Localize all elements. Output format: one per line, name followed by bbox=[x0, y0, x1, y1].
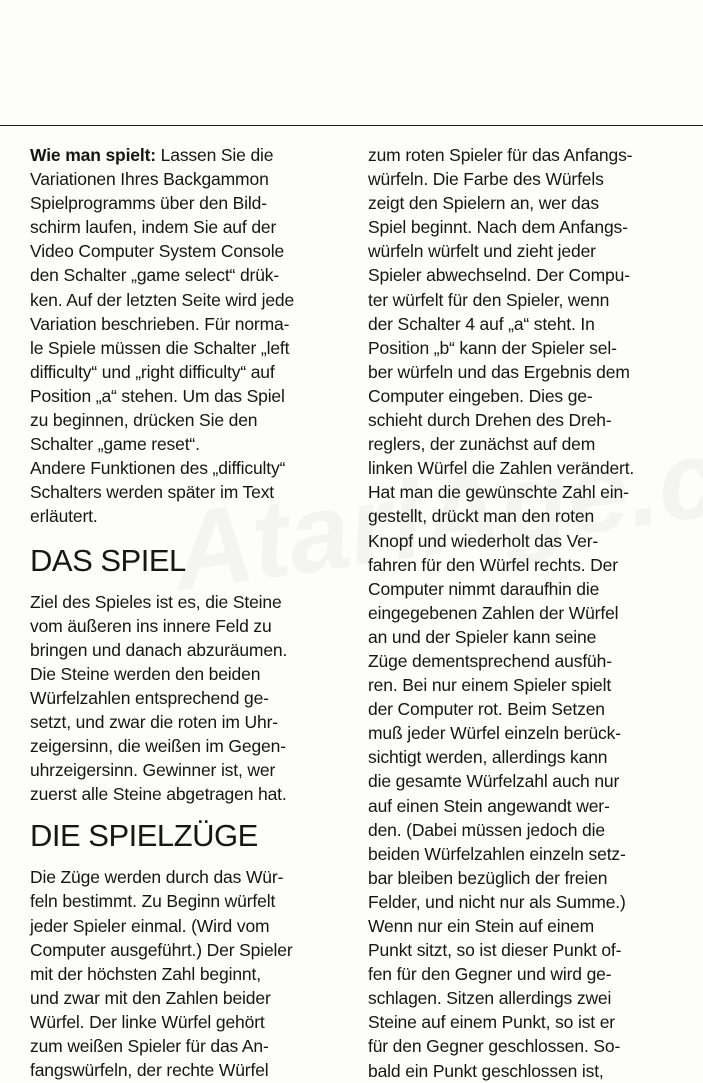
section-2-line: Computer ausgeführt.) Der Spieler bbox=[30, 939, 293, 960]
right-column-line: Felder, und nicht nur als Summe.) bbox=[368, 891, 626, 912]
intro-line-text: Lassen Sie die bbox=[155, 145, 274, 165]
intro-line: Andere Funktionen des „difficulty“ bbox=[30, 458, 286, 479]
right-column-line: reglers, der zunächst auf dem bbox=[368, 434, 596, 455]
right-column-line: ber würfeln und das Ergebnis dem bbox=[368, 361, 630, 382]
intro-lead: Wie man spielt: bbox=[30, 145, 156, 165]
right-column-line: linken Würfel die Zahlen verändert. bbox=[368, 458, 635, 479]
intro-line: Variationen Ihres Backgammon bbox=[30, 169, 269, 190]
right-column-line: schieht durch Drehen des Dreh- bbox=[368, 410, 612, 431]
section-heading-das-spiel: DAS SPIEL bbox=[30, 542, 186, 578]
intro-line: Schalters werden später im Text bbox=[30, 482, 275, 503]
section-2-line: zum weißen Spieler für das An- bbox=[30, 1036, 269, 1056]
right-column-line: ter würfelt für den Spieler, wenn bbox=[368, 289, 610, 310]
intro-line: Position „a“ stehen. Um das Spiel bbox=[30, 385, 285, 406]
right-column-line: die gesamte Würfelzahl auch nur bbox=[368, 771, 620, 792]
right-column-line: schlagen. Sitzen allerdings zwei bbox=[368, 988, 612, 1009]
right-column-line: Punkt sitzt, so ist dieser Punkt of- bbox=[368, 940, 622, 961]
right-column-line: Spieler abwechselnd. Der Compu- bbox=[368, 265, 630, 286]
section-2-line: feln bestimmt. Zu Beginn würfelt bbox=[30, 891, 276, 912]
right-column-line: muß jeder Würfel einzeln berück- bbox=[368, 723, 621, 744]
right-column-line: fen für den Gegner und wird ge- bbox=[368, 964, 612, 985]
section-2-line: und zwar mit den Zahlen beider bbox=[30, 987, 271, 1008]
right-column-line: Computer eingeben. Dies ge- bbox=[368, 385, 593, 406]
right-column-line: gestellt, drückt man den roten bbox=[368, 506, 595, 527]
right-column-line: Steine auf einem Punkt, so ist er bbox=[368, 1012, 615, 1033]
section-1-line: zeigersinn, die weißen im Gegen- bbox=[30, 736, 286, 757]
intro-line: ken. Auf der letzten Seite wird jede bbox=[30, 289, 295, 310]
right-column-line: Hat man die gewünschte Zahl ein- bbox=[368, 482, 629, 503]
section-1-line: Die Steine werden den beiden bbox=[30, 663, 261, 684]
right-column-line: bar bleiben bezüglich der freien bbox=[368, 867, 608, 888]
intro-line: erläutert. bbox=[30, 506, 98, 527]
left-column bbox=[30, 143, 330, 1082]
intro-line: Video Computer System Console bbox=[30, 241, 285, 262]
intro-line bbox=[30, 143, 330, 167]
intro-line: Variation beschrieben. Für norma- bbox=[30, 313, 290, 334]
section-1-line: setzt, und zwar die roten im Uhr- bbox=[30, 711, 278, 732]
right-column-line: Spiel beginnt. Nach dem Anfangs- bbox=[368, 217, 628, 238]
section-1-line: bringen und danach abzuräumen. bbox=[30, 639, 288, 660]
right-column-line: zeigt den Spielern an, wer das bbox=[368, 193, 599, 214]
intro-line: le Spiele müssen die Schalter „left bbox=[30, 337, 290, 358]
section-2-line: mit der höchsten Zahl beginnt, bbox=[30, 963, 261, 984]
right-column-line: würfeln. Die Farbe des Würfels bbox=[368, 169, 604, 190]
right-column-line: Züge dementsprechend ausfüh- bbox=[368, 650, 612, 671]
section-heading-die-spielzuege: DIE SPIELZÜGE bbox=[30, 818, 258, 854]
section-1-line: uhrzeigersinn. Gewinner ist, wer bbox=[30, 760, 276, 781]
section-2-line: Würfel. Der linke Würfel gehört bbox=[30, 1011, 265, 1032]
section-2-line: jeder Spieler einmal. (Wird vom bbox=[30, 915, 270, 936]
intro-line: schirm laufen, indem Sie auf der bbox=[30, 217, 277, 238]
right-column-line: Knopf und wiederholt das Ver- bbox=[368, 530, 599, 551]
right-column-line: beiden Würfelzahlen einzeln setz- bbox=[368, 843, 626, 864]
intro-line: difficulty“ und „right difficulty“ auf bbox=[30, 361, 275, 382]
right-column-line: an und der Spieler kann seine bbox=[368, 626, 597, 647]
right-column-line: ren. Bei nur einem Spieler spielt bbox=[368, 675, 612, 696]
intro-line: zu beginnen, drücken Sie den bbox=[30, 410, 258, 431]
section-2-line: fangswürfeln, der rechte Würfel bbox=[30, 1060, 269, 1081]
right-column-line: für den Gegner geschlossen. So- bbox=[368, 1036, 621, 1057]
right-column-line: Computer nimmt daraufhin die bbox=[368, 578, 600, 599]
section-1-line: Würfelzahlen entsprechend ge- bbox=[30, 687, 269, 708]
right-column-line: würfeln würfelt und zieht jeder bbox=[368, 241, 596, 262]
intro-line: Spielprogramms über den Bild- bbox=[30, 193, 267, 214]
right-column-line: der Schalter 4 auf „a“ steht. In bbox=[368, 313, 595, 334]
top-divider-rule bbox=[0, 125, 703, 126]
section-1-line: zuerst alle Steine abgetragen hat. bbox=[30, 784, 287, 805]
right-column-line: Position „b“ kann der Spieler sel- bbox=[368, 337, 617, 358]
right-column-line: Wenn nur ein Stein auf einem bbox=[368, 916, 595, 936]
right-column-line: sichtigt werden, allerdings kann bbox=[368, 747, 608, 768]
right-column-line: eingegebenen Zahlen der Würfel bbox=[368, 602, 619, 623]
right-column-line: der Computer rot. Beim Setzen bbox=[368, 699, 605, 720]
right-column-line: auf einen Stein angewandt wer- bbox=[368, 795, 610, 816]
right-column-line: fahren für den Würfel rechts. Der bbox=[368, 554, 618, 575]
right-column-line: den. (Dabei müssen jedoch die bbox=[368, 819, 605, 840]
intro-line: den Schalter „game select“ drük- bbox=[30, 265, 280, 286]
section-1-line: vom äußeren ins innere Feld zu bbox=[30, 615, 272, 636]
intro-line: Schalter „game reset“. bbox=[30, 434, 200, 455]
section-1-line: Ziel des Spieles ist es, die Steine bbox=[30, 591, 282, 612]
right-column-line: bald ein Punkt geschlossen ist, bbox=[368, 1060, 604, 1081]
right-column bbox=[368, 143, 668, 1083]
section-2-line: Die Züge werden durch das Wür- bbox=[30, 867, 284, 888]
right-column-line: zum roten Spieler für das Anfangs- bbox=[368, 145, 633, 165]
